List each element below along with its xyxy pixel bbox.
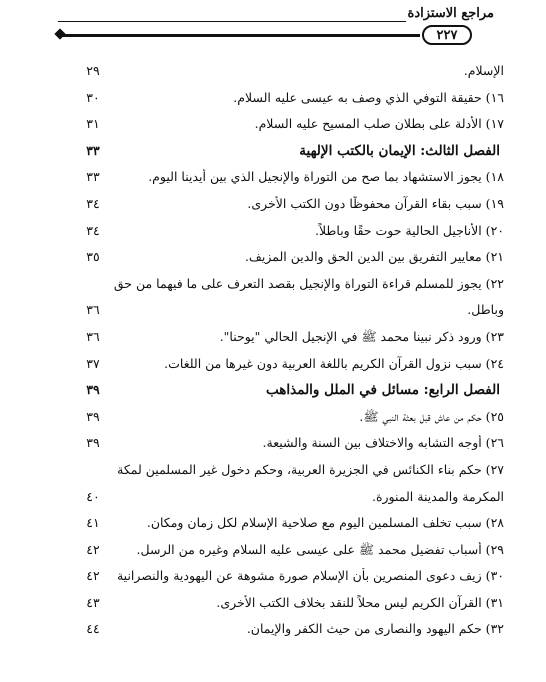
toc-row (0, 539, 546, 566)
toc-row (0, 618, 546, 645)
toc-page-number: ٣٩ (86, 408, 100, 424)
toc-page-number: ٣٤ (86, 195, 100, 211)
toc-entry-text: المكرمة والمدينة المنورة. (371, 488, 504, 504)
toc-page-number: ٤٤ (86, 621, 100, 637)
page-number: ٢٢٧ (422, 25, 472, 45)
toc-entry-text: ٢٦) أوجه التشابه والاختلاف بين السنة والشيعة. (262, 435, 504, 451)
toc-entry-text: الإسلام. (463, 63, 504, 78)
toc-row (0, 406, 546, 433)
toc-page-number: ٤٣ (86, 594, 100, 610)
toc-row (0, 166, 546, 193)
toc-row (0, 353, 546, 380)
chapter-heading: الفصل الثالث: الإيمان بالكتب الإلهية (299, 142, 500, 159)
toc-row (0, 565, 546, 592)
toc-entry-text: ٢٥) حكم من عاش قبل بعثة النبي ﷺ. (359, 408, 504, 424)
toc-entry-text: ٣٠) زيف دعوى المنصرين بأن الإسلام صورة مشوهة عن اليهودية والنصرانية (116, 568, 504, 584)
toc-row (0, 592, 546, 619)
toc-entry-text: ٢٩) أسباب تفضيل محمد ﷺ على عيسى عليه السلام وغيره من الرسل. (136, 541, 504, 557)
running-header (0, 0, 546, 48)
toc-entry-text: ٣١) القرآن الكريم ليس محلاً للنقد بخلاف الكتب الأخرى. (216, 594, 504, 610)
toc-entry-text: ٢٨) سبب تخلف المسلمين اليوم مع صلاحية الإسلام لكل زمان ومكان. (146, 515, 504, 531)
toc-page-number: ٣٦ (86, 328, 100, 344)
header-diamond-ornament (54, 28, 65, 39)
header-top-rule (58, 21, 406, 22)
toc-entry-text: ١٨) يجوز الاستشهاد بما صح من التوراة والإنجيل الذي بين أيدينا اليوم. (148, 169, 504, 185)
chapter-heading: الفصل الرابع: مسائل في الملل والمذاهب (266, 382, 500, 399)
toc-row (0, 87, 546, 114)
toc-page-number: ٣٥ (86, 249, 100, 265)
toc-row (0, 459, 546, 486)
toc-row (0, 113, 546, 140)
toc-page-number: ٣٠ (86, 89, 100, 105)
toc-entry-text: ٢٣) ورود ذكر نبينا محمد ﷺ في الإنجيل الحالي "يوحنا". (219, 328, 504, 344)
toc-row (0, 299, 546, 326)
toc-row (0, 60, 546, 87)
header-ornament-line (62, 34, 420, 37)
toc-page-number: ٣٩ (86, 382, 100, 398)
toc-row (0, 432, 546, 459)
toc-page-number: ٣٩ (86, 435, 100, 451)
table-of-contents (0, 60, 546, 645)
toc-row (0, 512, 546, 539)
toc-row (0, 486, 546, 513)
toc-page-number: ٣٧ (86, 355, 100, 371)
toc-entry-text: ٢٤) سبب نزول القرآن الكريم باللغة العربية دون غيرها من اللغات. (164, 355, 504, 371)
toc-chapter-row (0, 140, 546, 167)
toc-entry-text: ٢٧) حكم بناء الكنائس في الجزيرة العربية، وحكم دخول غير المسلمين لمكة (117, 461, 504, 477)
toc-page-number: ٣٤ (86, 222, 100, 238)
toc-page-number: ٣١ (86, 116, 100, 132)
toc-page-number: ٢٩ (86, 63, 100, 78)
toc-entry-text: ٢١) معايير التفريق بين الدين الحق والدين المزيف. (244, 249, 504, 265)
toc-page-number: ٣٣ (86, 142, 100, 158)
toc-row (0, 326, 546, 353)
toc-page-number: ٤٢ (86, 541, 100, 557)
toc-entry-text: ٢٠) الأناجيل الحالية حوت حقًا وباطلاً. (315, 222, 504, 238)
toc-page-number: ٤١ (86, 515, 100, 531)
toc-entry-text: ٣٢) حكم اليهود والنصارى من حيث الكفر والإيمان. (246, 621, 504, 637)
toc-entry-text: ١٦) حقيقة التوفي الذي وصف به عيسى عليه السلام. (233, 89, 504, 105)
toc-page-number: ٣٣ (86, 169, 100, 185)
toc-entry-text: ٢٢) يجوز للمسلم قراءة التوراة والإنجيل بقصد التعرف على ما فيهما من حق (113, 275, 504, 291)
toc-entry-text: ١٧) الأدلة على بطلان صلب المسيح عليه السلام. (254, 116, 504, 132)
toc-row (0, 220, 546, 247)
toc-row (0, 273, 546, 300)
toc-entry-text: وباطل. (467, 302, 504, 318)
toc-page-number: ٤٢ (86, 568, 100, 584)
toc-page-number: ٤٠ (86, 488, 100, 504)
toc-chapter-row (0, 379, 546, 406)
toc-entry-text: ١٩) سبب بقاء القرآن محفوظًا دون الكتب الأخرى. (247, 195, 504, 211)
running-header-title: مراجع الاستزادة (407, 6, 494, 21)
toc-row (0, 246, 546, 273)
toc-row (0, 193, 546, 220)
toc-page-number: ٣٦ (86, 302, 100, 318)
